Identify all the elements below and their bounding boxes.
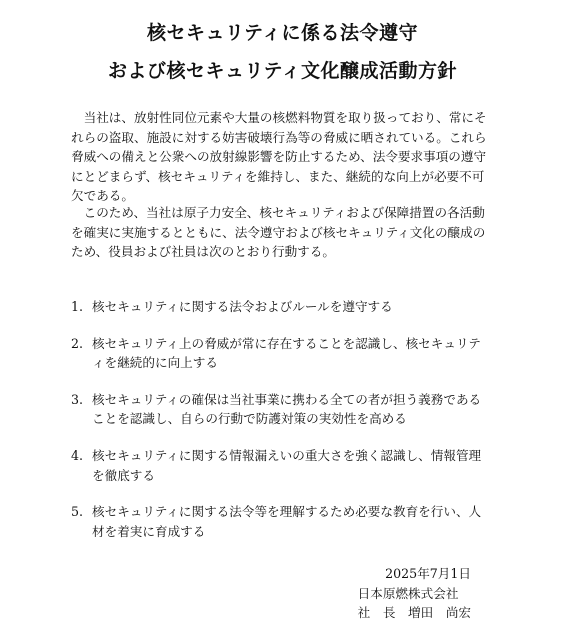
document-title-line-1: 核セキュリティに係る法令遵守 bbox=[146, 22, 419, 44]
signature-block bbox=[358, 564, 471, 623]
policy-number: 3. bbox=[71, 391, 84, 407]
policy-item-2 bbox=[71, 334, 491, 373]
policy-item-4 bbox=[71, 446, 491, 485]
signature-date: 2025年7月1日 bbox=[385, 566, 471, 581]
policy-item-5 bbox=[71, 502, 491, 541]
policy-item-3 bbox=[71, 390, 491, 429]
policy-number: 4. bbox=[71, 447, 84, 463]
policy-number: 5. bbox=[71, 504, 84, 520]
document-title-line-2: および核セキュリティ文化醸成活動方針 bbox=[107, 60, 458, 82]
policy-list bbox=[71, 297, 491, 558]
signature-company: 日本原燃株式会社 bbox=[357, 585, 459, 601]
intro-paragraph-1: 当社は、放射性同位元素や大量の核燃料物質を取り扱っており、常にそれらの盗取、施設に対する妨害破壊行為等の脅威に晒されている。これら脅威への備えと公衆への放射線影響を防止するため、法令要求事項の遵守にとどまらず、核セキュリティを維持し、また、継続的な向上が必要不可欠である。 bbox=[71, 110, 487, 204]
intro-paragraph-2-block bbox=[71, 203, 491, 262]
policy-number: 1. bbox=[71, 299, 84, 314]
signature-signer: 社 長 増田 尚宏 bbox=[357, 605, 471, 621]
intro-paragraph-1-block bbox=[71, 108, 491, 206]
policy-text: 核セキュリティに関する情報漏えいの重大さを強く認識し、情報管理を徹底する bbox=[92, 447, 482, 483]
policy-text: 核セキュリティ上の脅威が常に存在することを認識し、核セキュリティを継続的に向上する bbox=[92, 335, 481, 371]
policy-text: 核セキュリティに関する法令等を理解するため必要な教育を行い、人材を着実に育成する bbox=[92, 504, 482, 539]
policy-number: 2. bbox=[71, 335, 84, 351]
policy-text: 核セキュリティに関する法令およびルールを遵守する bbox=[92, 299, 393, 314]
policy-text: 核セキュリティの確保は当社事業に携わる全ての者が担う義務であることを認識し、自らの行動で防護対策の実効性を高める bbox=[92, 391, 482, 427]
intro-paragraph-2: このため、当社は原子力安全、核セキュリティおよび保障措置の各活動を確実に実施するとともに、法令遵守および核セキュリティ文化の醸成のため、役員および社員は次のとおり行動する。 bbox=[71, 205, 486, 260]
policy-item-1 bbox=[71, 297, 491, 317]
